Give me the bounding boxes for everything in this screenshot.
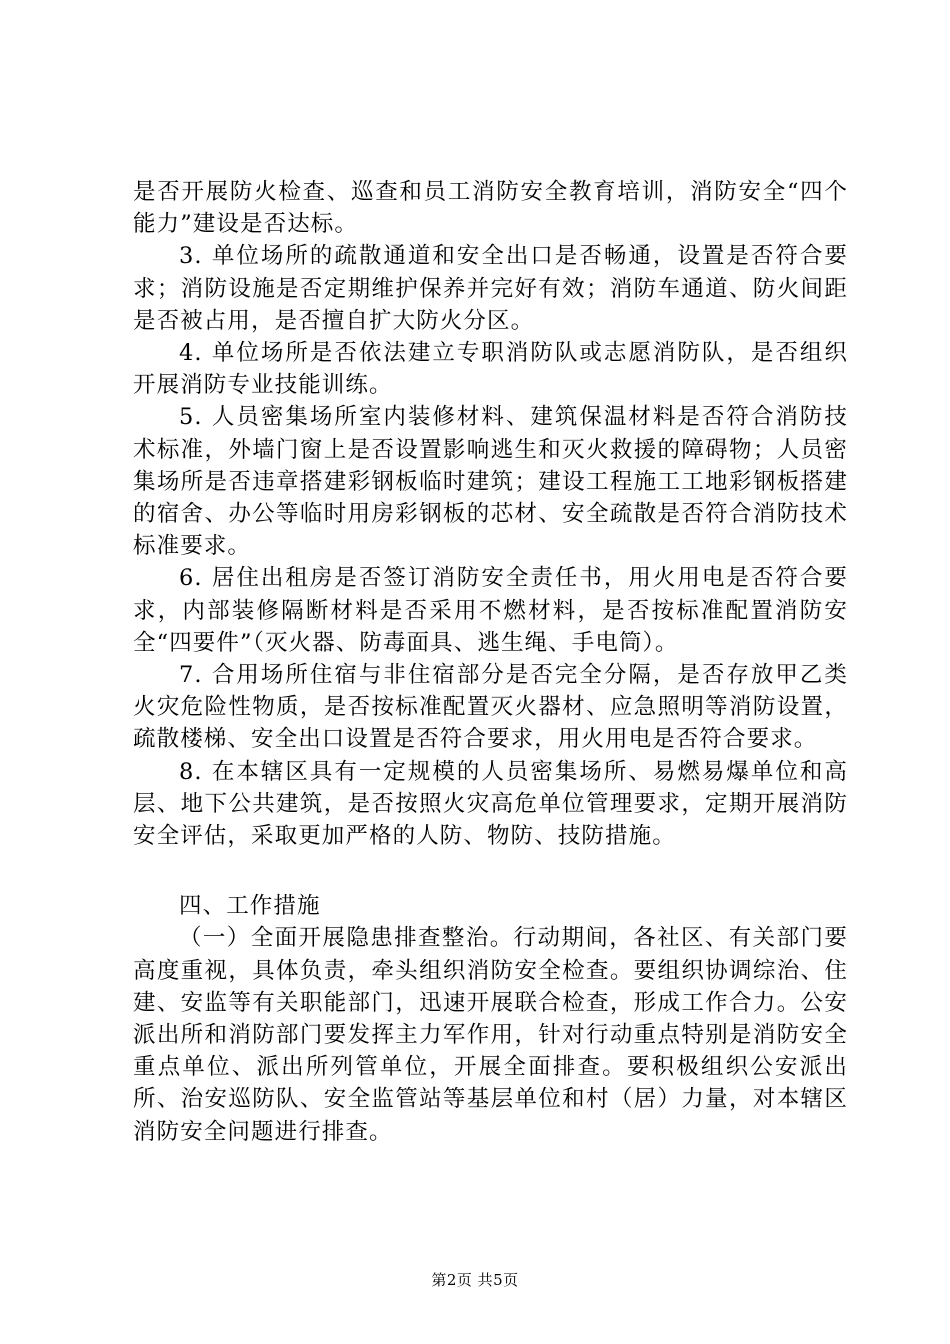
paragraph-continuation: 是否开展防火检查、巡查和员工消防安全教育培训，消防安全“四个能力”建设是否达标。: [133, 179, 848, 238]
paragraph-item-4: 4. 单位场所是否依法建立专职消防队或志愿消防队，是否组织开展消防专业技能训练。: [133, 340, 848, 399]
paragraph-item-3: 3. 单位场所的疏散通道和安全出口是否畅通，设置是否符合要求；消防设施是否定期维护保养并完好有效；消防车通道、防火间距是否被占用，是否擅自扩大防火分区。: [133, 243, 848, 334]
page-footer: 第2页 共5页: [431, 1271, 519, 1289]
paragraph-item-8: 8. 在本辖区具有一定规模的人员密集场所、易燃易爆单位和高层、地下公共建筑，是否按照火灾高危单位管理要求，定期开展消防安全评估，采取更加严格的人防、物防、技防措施。: [133, 758, 848, 850]
paragraph-item-7: 7. 合用场所住宿与非住宿部分是否完全分隔，是否存放甲乙类火灾危险性物质，是否按标准配置灭火器材、应急照明等消防设置，疏散楼梯、安全出口设置是否符合要求，用火用电是否符合要求。: [133, 662, 848, 753]
document-body: [133, 176, 848, 1148]
paragraph-section-1: （一）全面开展隐患排查整治。行动期间，各社区、有关部门要高度重视，具体负责，牵头组织消防安全检查。要组织协调综治、住建、安监等有关职能部门，迅速开展联合检查，形成工作合力。公安派出所和消防部门要发挥主力军作用，针对行动重点特别是消防安全重点单位、派出所列管单位，开展全面排查。要积极组织公安派出所、治安巡防队、安全监管站等基层单位和村（居）力量，对本辖区消防安全问题进行排查。: [133, 925, 848, 1145]
section-heading: 四、工作措施: [179, 893, 321, 920]
paragraph-item-5: 5. 人员密集场所室内装修材料、建筑保温材料是否符合消防技术标准，外墙门窗上是否设置影响逃生和灭火救援的障碍物；人员密集场所是否违章搭建彩钢板临时建筑；建设工程施工工地彩钢板搭建的宿舍、办公等临时用房彩钢板的芯材、安全疏散是否符合消防技术标准要求。: [133, 404, 848, 560]
paragraph-item-6: 6. 居住出租房是否签订消防安全责任书，用火用电是否符合要求，内部装修隔断材料是否采用不燃材料，是否按标准配置消防安全“四要件”（灭火器、防毒面具、逃生绳、手电筒）。: [133, 565, 848, 656]
